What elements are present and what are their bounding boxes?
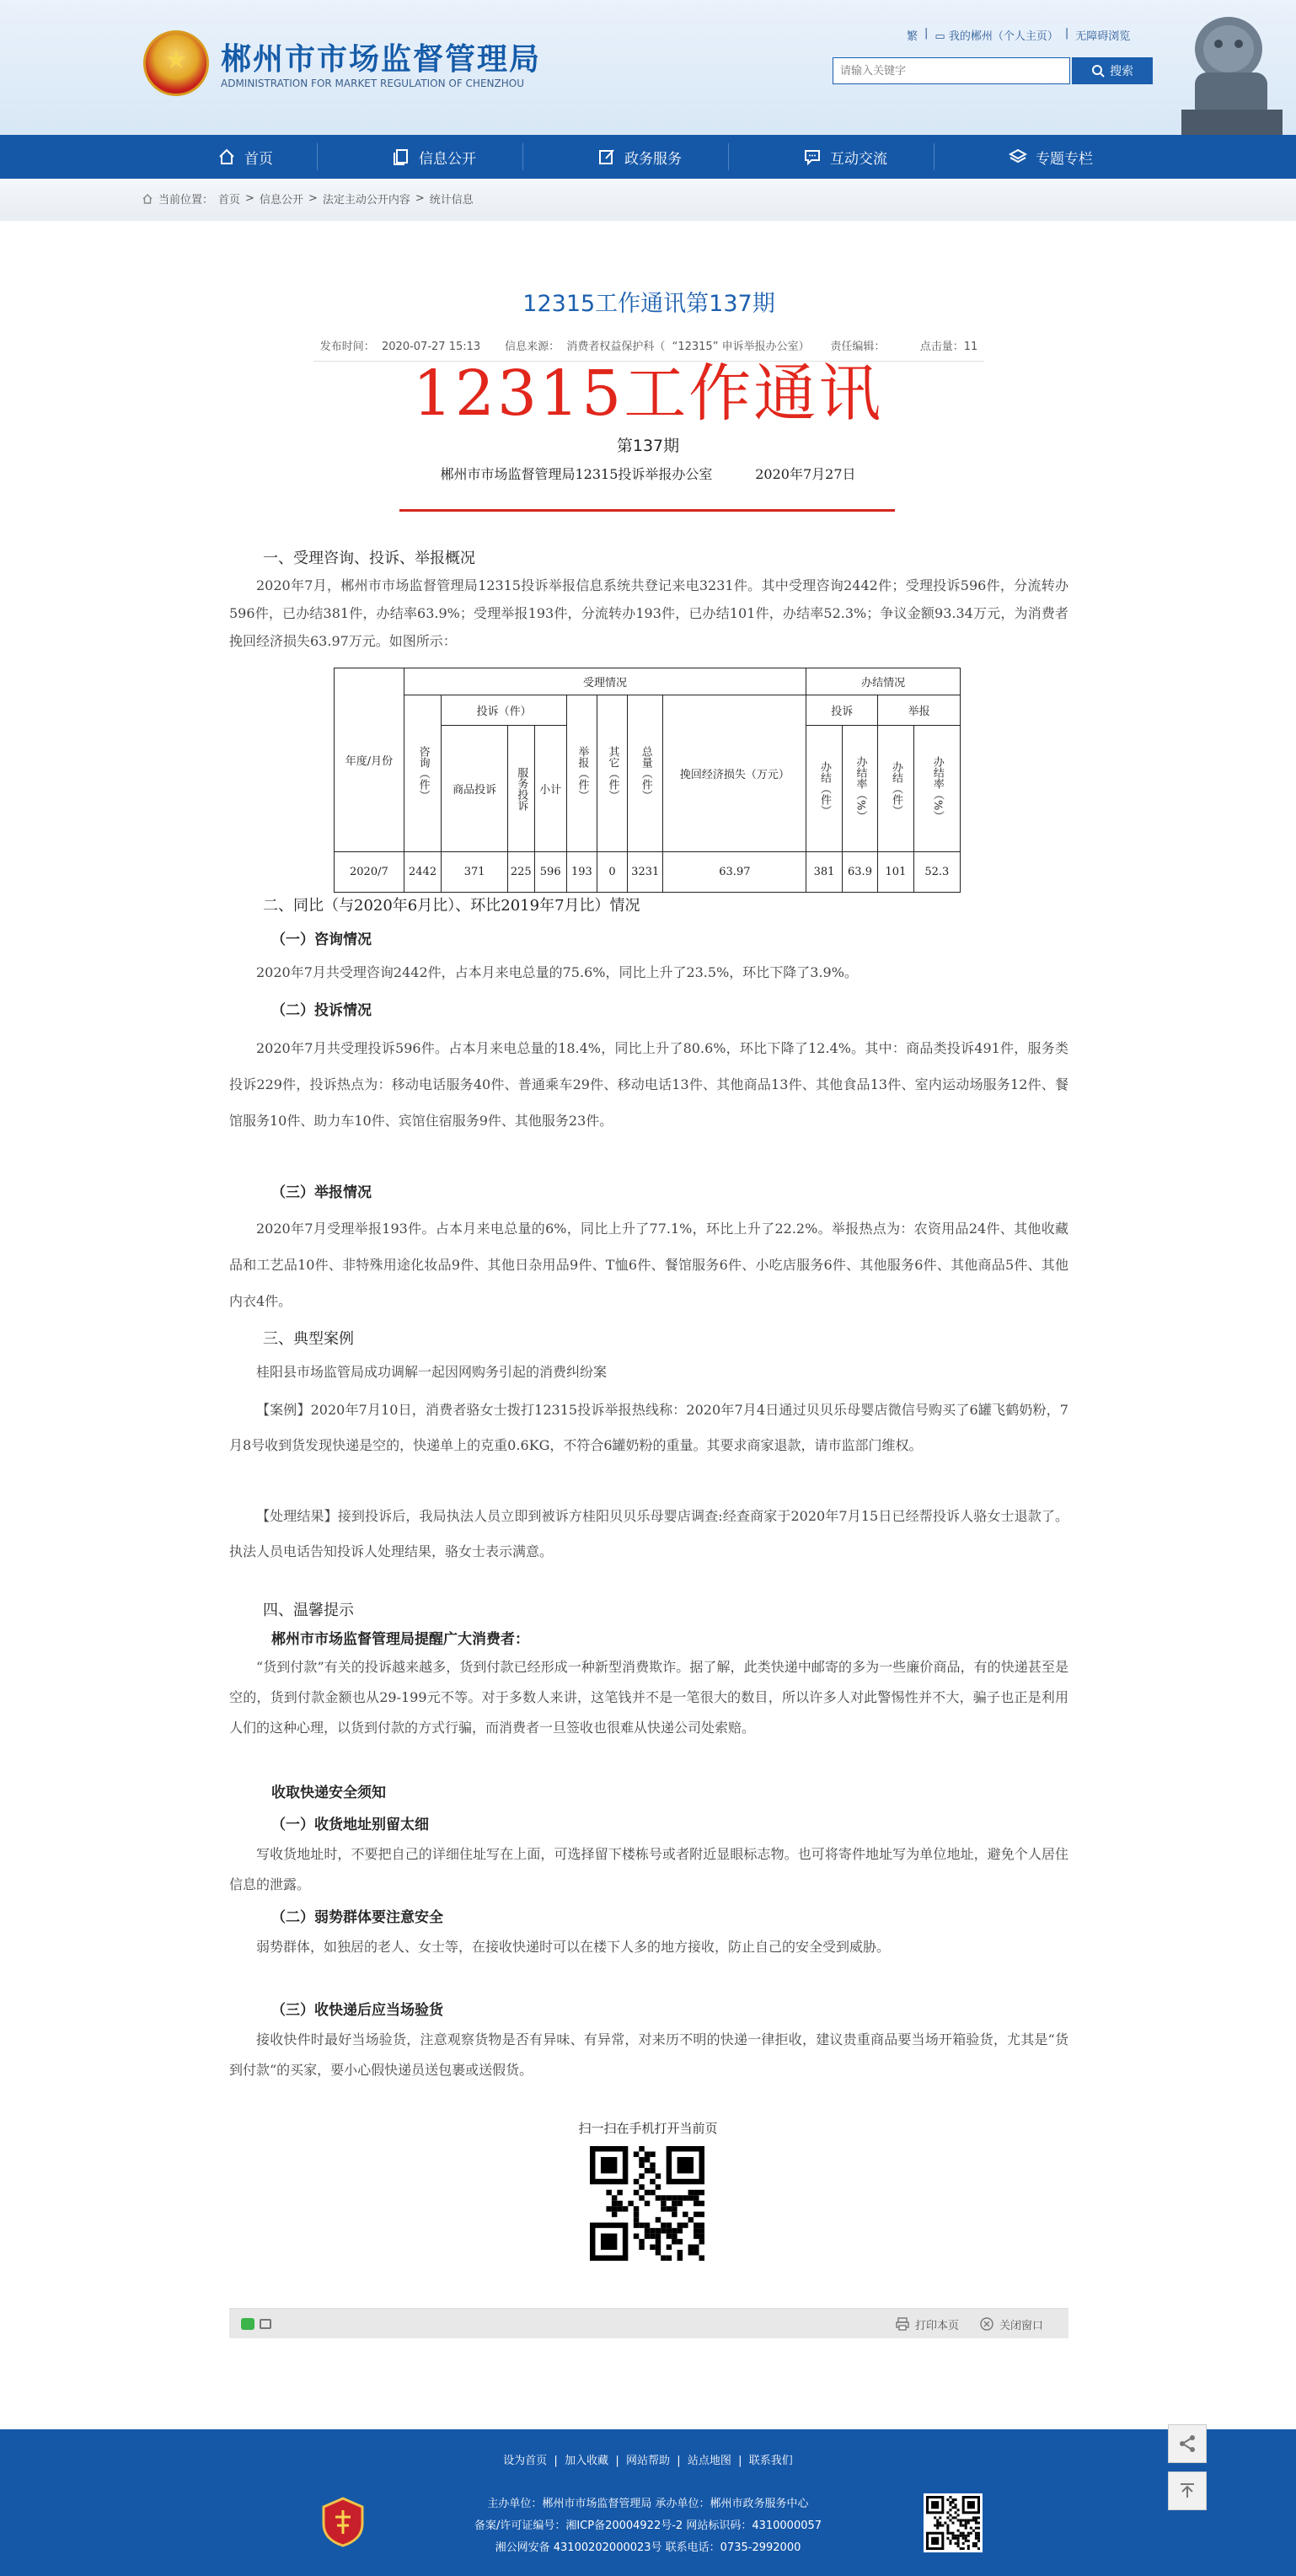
table-header-text: 服务投诉 [515, 766, 528, 811]
article-meta: 发布时间： 2020-07-27 15:13 信息来源： 消费者权益保护科（ “12315” 申诉举报办公室） 责任编辑： 点击量：11 [319, 341, 978, 353]
article-title: 12315工作通讯第137期 [522, 291, 775, 317]
nav-divider [522, 143, 523, 170]
sub-heading: （三）收快递后应当场验货 [271, 2002, 443, 2019]
table-header-cell [404, 695, 442, 852]
table-header-cell: 投诉（件） [442, 695, 566, 726]
sub-heading: （一）咨询情况 [271, 931, 372, 948]
home-icon [217, 148, 236, 166]
table-header-text: 办结（件） [889, 761, 902, 816]
table-header-cell: 投诉 [806, 695, 878, 726]
print-button[interactable] [895, 2309, 959, 2339]
table-cell: 0 [597, 852, 627, 893]
paragraph: 2020年7月共受理咨询2442件，占本月来电总量的75.6%，同比上升了23.5%，环比下降了3.9%。 [256, 964, 858, 980]
footer-qr-code-image [924, 2493, 983, 2552]
table-header-cell: 小计 [534, 726, 566, 852]
table-header-text: 咨询（件） [416, 746, 430, 801]
gov-site-badge-icon[interactable] [320, 2497, 366, 2547]
table-header-cell: 受理情况 [404, 668, 806, 695]
nav-divider [728, 143, 729, 170]
layers-icon [1009, 148, 1027, 166]
nav-item-label: 互动交流 [830, 150, 887, 168]
paragraph: 【案例】2020年7月10日，消费者骆女士拨打12315投诉举报热线称：2020年7月4日通过贝贝乐母婴店微信号购买了6罐飞鹤奶粉，7月8号收到货发现快递是空的，快递单上的克重0.6KG，不符合6罐奶粉的重量。其要求商家退款，请市监部门维权。 [229, 1402, 1068, 1453]
case-title: 桂阳县市场监管局成功调解一起因网购务引起的消费纠纷案 [256, 1364, 608, 1380]
paragraph: “货到付款”有关的投诉越来越多，货到付款已经形成一种新型消费欺诈。据了解，此类快递中邮寄的多为一些廉价商品，有的快递甚至是空的，货到付款金额也从29-199元不等。对于多数人来讲，这笔钱并不是一笔很大的数目，所以许多人对此警惕性并不大，骗子也正是利用人们的这种心理，以货到付款的方式行骗，而消费者一旦签收也很难从快递公司处索赔。 [229, 1659, 1068, 1736]
table-cell: 52.3 [913, 852, 960, 893]
table-header-cell: 办结情况 [806, 668, 961, 695]
breadcrumb-prefix: 当前位置： [158, 194, 214, 207]
chat-icon [803, 148, 822, 166]
table-header-cell: 挽回经济损失（万元） [663, 695, 806, 852]
paragraph: 2020年7月共受理投诉596件。占本月来电总量的18.4%，同比上升了80.6%，环比下降了12.4%。其中：商品类投诉491件，服务类投诉229件，投诉热点为：移动电话服务40件、普通乘车29件、移动电话13件、其他商品13件、其他食品13件、室内运动场服务12件、餐馆服务10件、助力车10件、宾馆住宿服务9件、其他服务23件。 [229, 1040, 1068, 1129]
my-chenzhou-link[interactable] [935, 27, 1058, 43]
nav-item-info-disclosure[interactable] [332, 135, 536, 179]
table-cell: 2442 [404, 852, 442, 893]
stats-table [334, 668, 961, 893]
breadcrumb-info-disclosure[interactable]: 信息公开 [259, 194, 303, 207]
table-cell: 63.9 [842, 852, 877, 893]
footer-links[interactable]: 设为首页 | 加入收藏 | 网站帮助 | 站点地图 | 联系我们 [503, 2455, 793, 2467]
traditional-chinese-link[interactable]: 繁 [907, 30, 918, 43]
table-cell: 2020/7 [335, 852, 404, 893]
nav-divider [934, 143, 935, 170]
table-header-text: 办结率（%） [854, 755, 867, 822]
sub-heading: （二）投诉情况 [271, 1002, 372, 1019]
search-input[interactable] [833, 58, 1069, 83]
footer-icp[interactable]: 备案/许可证编号：湘ICP备20004922号-2 网站标识码：4310000057 [474, 2520, 822, 2532]
monitor-icon: ▭ [935, 30, 945, 43]
table-header-text: 举报（件） [576, 746, 589, 801]
table-header-cell: 商品投诉 [442, 726, 508, 852]
documents-icon [392, 148, 410, 166]
link-separator: | [924, 27, 929, 40]
national-emblem-icon [143, 30, 209, 96]
paragraph: 2020年7月受理举报193件。占本月来电总量的6%，同比上升了77.1%，环比上升了22.2%。举报热点为：农资用品24件、其他收藏品和工艺品10件、非特殊用途化妆品9件、其他日杂用品9件、T恤6件、餐馆服务6件、小吃店服务6件、其他服务6件、其他商品5件、其他内衣4件。 [229, 1221, 1068, 1309]
wechat-icon [241, 2318, 254, 2330]
nav-item-label: 信息公开 [419, 150, 476, 168]
newsletter-banner: 12315工作通讯 [412, 357, 884, 430]
issue-number: 第137期 [616, 437, 680, 455]
site-footer [0, 2429, 1296, 2576]
breadcrumb-statutory-content[interactable]: 法定主动公开内容 [322, 194, 410, 207]
office-date-line: 郴州市市场监督管理局12315投诉举报办公室 2020年7月27日 [440, 466, 856, 482]
site-title[interactable]: 郴州市市场监督管理局 [221, 42, 542, 77]
table-cell: 381 [806, 852, 842, 893]
table-row [335, 852, 961, 893]
search-box [833, 57, 1070, 84]
red-divider [399, 509, 895, 512]
nav-item-label: 首页 [244, 150, 273, 168]
table-header-cell [842, 726, 877, 852]
home-icon [142, 193, 153, 205]
table-cell: 3231 [628, 852, 663, 893]
table-header-cell: 年度/月份 [335, 668, 404, 852]
back-to-top-button[interactable] [1168, 2471, 1207, 2510]
printer-icon [895, 2316, 910, 2332]
table-cell: 596 [534, 852, 566, 893]
close-window-button[interactable] [979, 2309, 1043, 2339]
table-header-cell [628, 695, 663, 852]
footer-info [0, 2493, 1296, 2559]
accessibility-link[interactable]: 无障碍浏览 [1075, 30, 1131, 43]
sub-heading: 收取快递安全须知 [271, 1784, 386, 1801]
nav-item-interaction[interactable] [743, 135, 947, 179]
paragraph: 【处理结果】接到投诉后，我局执法人员立即到被诉方桂阳贝贝乐母婴店调查:经查商家于2020年7月15日已经帮投诉人骆女士退款了。执法人员电话告知投诉人处理结果，骆女士表示满意。 [229, 1508, 1068, 1559]
paragraph: 2020年7月，郴州市市场监督管理局12315投诉举报信息系统共登记来电3231件。其中受理咨询2442件；受理投诉596件，分流转办596件，已办结381件，办结率63.9%；受理举报193件，分流转办193件，已办结101件，办结率52.3%；争议金额93.34万元，为消费者挽回经济损失63.97万元。如图所示： [229, 577, 1068, 649]
table-header-cell [878, 726, 913, 852]
breadcrumb-separator: > [415, 192, 425, 205]
footer-sponsor: 主办单位：郴州市市场监督管理局 承办单位：郴州市政务服务中心 [487, 2498, 809, 2510]
nav-item-special-topics[interactable] [949, 135, 1153, 179]
link-separator: | [1064, 27, 1069, 40]
table-cell: 193 [566, 852, 597, 893]
site-subtitle: ADMINISTRATION FOR MARKET REGULATION OF CHENZHOU [221, 78, 524, 89]
arrow-up-icon [1177, 2481, 1197, 2501]
table-header-text: 总量（件） [639, 746, 652, 801]
table-cell: 101 [878, 852, 913, 893]
footer-security-record[interactable]: 湘公网安备 43100202000023号 联系电话：0735-2992000 [495, 2541, 801, 2554]
breadcrumb-home[interactable]: 首页 [218, 194, 241, 207]
search-button[interactable] [1072, 57, 1153, 84]
table-header-text: 其它（件） [606, 746, 619, 801]
section-heading: 四、温馨提示 [263, 1602, 354, 1619]
share-icon [1177, 2434, 1197, 2454]
nav-item-label: 政务服务 [624, 150, 682, 168]
table-header-cell [507, 726, 534, 852]
main-nav [0, 135, 1296, 179]
search-button-label: 搜索 [1110, 64, 1133, 78]
breadcrumb-separator: > [308, 192, 318, 205]
nav-divider [317, 143, 318, 170]
table-cell: 63.97 [663, 852, 806, 893]
edit-icon [597, 148, 616, 166]
side-share-button[interactable] [1168, 2424, 1207, 2463]
camera-icon [260, 2319, 271, 2329]
stone-lion-image [1163, 0, 1289, 135]
site-header [0, 0, 1296, 135]
paragraph: 写收货地址时，不要把自己的详细住址写在上面，可选择留下楼栋号或者附近显眼标志物。也可将寄件地址写为单位地址，避免个人居住信息的泄露。 [229, 1846, 1068, 1892]
close-label: 关闭窗口 [999, 2319, 1044, 2332]
nav-item-gov-services[interactable] [538, 135, 742, 179]
sub-heading: 郴州市市场监督管理局提醒广大消费者： [271, 1631, 529, 1648]
table-header-cell: 举报 [878, 695, 961, 726]
section-heading: 三、典型案例 [263, 1330, 354, 1348]
table-header-cell [566, 695, 597, 852]
breadcrumb-statistics[interactable]: 统计信息 [429, 194, 474, 207]
my-chenzhou-label: 我的郴州（个人主页） [948, 30, 1058, 43]
share-toolbar [229, 2308, 1068, 2338]
qr-code-image [590, 2146, 704, 2261]
table-header-cell [913, 726, 960, 852]
print-label: 打印本页 [915, 2319, 960, 2332]
table-cell: 225 [507, 852, 534, 893]
close-icon [979, 2316, 994, 2332]
nav-item-label: 专题专栏 [1036, 150, 1093, 168]
section-heading: 二、同比（与2020年6月比）、环比2019年7月比）情况 [263, 897, 640, 915]
paragraph: 接收快件时最好当场验货，注意观察货物是否有异味、有异常，对来历不明的快递一律拒收，建议贵重商品要当场开箱验货，尤其是“货到付款“的买家，要小心假快递员送包裹或送假货。 [229, 2031, 1068, 2078]
wechat-share-button[interactable] [241, 2309, 271, 2339]
sub-heading: （一）收货地址别留太细 [271, 1817, 429, 1833]
table-header-cell [806, 726, 842, 852]
breadcrumb-separator: > [245, 192, 254, 205]
sub-heading: （二）弱势群体要注意安全 [271, 1909, 443, 1926]
table-header-text: 办结（件） [818, 761, 832, 816]
table-header-text: 办结率（%） [930, 755, 944, 822]
breadcrumb [142, 191, 474, 207]
top-links [907, 27, 1130, 43]
section-heading: 一、受理咨询、投诉、举报概况 [263, 550, 475, 567]
table-cell: 371 [442, 852, 508, 893]
sub-heading: （三）举报情况 [271, 1184, 372, 1201]
paragraph: 弱势群体，如独居的老人、女士等，在接收快递时可以在楼下人多的地方接收，防止自己的安全受到威胁。 [256, 1939, 891, 1955]
table-header-cell [597, 695, 627, 852]
qr-title: 扫一扫在手机打开当前页 [578, 2121, 718, 2136]
search-icon [1091, 64, 1105, 78]
